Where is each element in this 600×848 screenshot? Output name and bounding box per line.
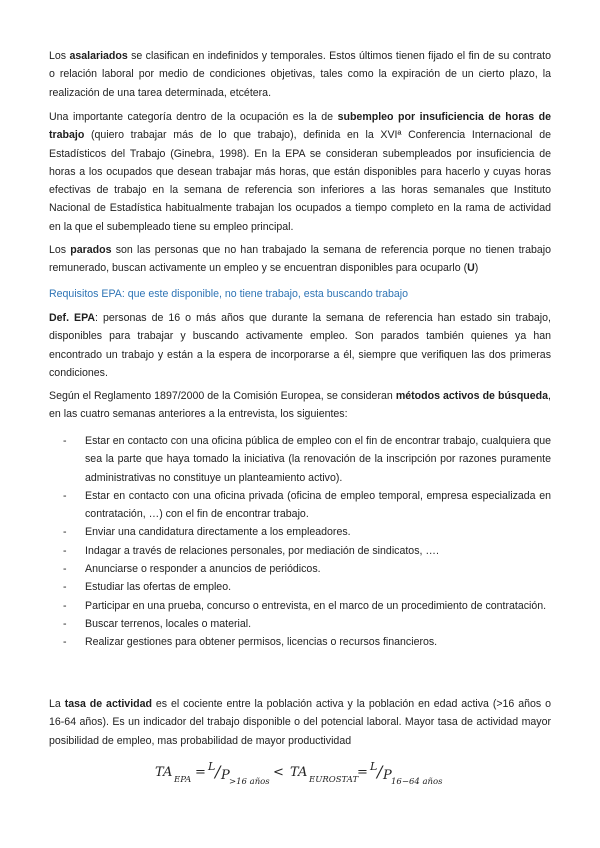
formula-ta-epa-subscript: EPA <box>174 775 192 785</box>
formula-equals: = <box>357 765 368 780</box>
term-u: U <box>467 262 475 275</box>
formula-numerator-l: L <box>208 760 216 773</box>
list-item: - Participar en una prueba, concurso o entrevista, en el marco de un procedimiento de contratación. <box>49 597 551 615</box>
paragraph-parados: Los parados son las personas que no han trabajado la semana de referencia porque no tienen trabajo remunerado, buscan activamente un empleo y se encuentran disponibles para ocuparlo (U) <box>49 244 551 275</box>
formula-tasa-actividad <box>155 758 455 788</box>
dash-bullet: - <box>63 544 67 557</box>
formula-less-than: < <box>273 765 284 780</box>
formula-denominator-p: P <box>221 768 230 783</box>
paragraph-subempleo: Una importante categoría dentro de la ocupación es la de subempleo por insuficiencia de horas de trabajo (quiero trabajar más de lo que trabajo), definida en la XVIª Conferencia Internacional de Estadísticos del Trabajo (Ginebra, 1998). En la EPA se consideran subempleados por insuficiencia de horas a los ocupados que desean trabajar más horas, que están disponibles para hacerlo y cuyas horas efectivas de trabajo en la semana de referencia son inferiores a las horas semanales que Instituto Nacional de Estadística habitualmente trabajan los ocupados a tiempo completo en la rama de actividad en la que el subempleado tiene su empleo principal. <box>49 111 552 233</box>
dash-bullet: - <box>63 526 67 539</box>
paragraph-tasa-actividad: La tasa de actividad es el cociente entre la población activa y la población en edad activa (>16 años o 16-64 años). Es un indicador del trabajo disponible o del potencial laboral. Mayor tasa de actividad mayor posibilidad de empleo, mas probabilidad de mayor productividad <box>49 698 551 747</box>
formula-equals: = <box>195 765 206 780</box>
formula-fraction-slash: / <box>377 762 383 781</box>
paragraph-asalariados: Los asalariados se clasifican en indefinidos y temporales. Estos últimos tienen fijado el fin de su contrato o relación laboral por medio de condiciones objetivas, tales como la expiración de un cierto plazo, la realización de una tarea determinada, etcétera. <box>49 50 551 99</box>
list-item: - Estar en contacto con una oficina pública de empleo con el fin de encontrar trabajo, cualquiera que sea la parte que haya tomado la iniciativa (la renovación de la inscripción por razones puramente administrativas no constituye un planteamiento activo). <box>49 432 551 487</box>
list-metodos-activos <box>49 432 551 652</box>
formula-denominator-subscript: 16−64 años <box>391 777 443 787</box>
list-item: - Anunciarse o responder a anuncios de periódicos. <box>49 560 551 578</box>
dash-bullet: - <box>63 636 67 649</box>
paragraph-metodos-busqueda: Según el Reglamento 1897/2000 de la Comisión Europea, se consideran métodos activos de búsqueda, en las cuatro semanas anteriores a la entrevista, los siguientes: <box>49 390 551 421</box>
term-def-epa: Def. EPA <box>49 312 96 324</box>
term-metodos-activos: métodos activos de búsqueda <box>395 390 549 402</box>
list-item: - Realizar gestiones para obtener permisos, licencias o recursos financieros. <box>49 633 551 651</box>
dash-bullet: - <box>63 581 67 594</box>
list-item: - Indagar a través de relaciones personales, por mediación de sindicatos, …. <box>49 542 551 560</box>
dash-bullet: - <box>63 563 67 576</box>
list-item: - Buscar terrenos, locales o material. <box>49 615 551 633</box>
section-heading-requisitos-epa: Requisitos EPA: que este disponible, no tiene trabajo, esta buscando trabajo <box>49 288 409 300</box>
dash-bullet: - <box>63 435 67 447</box>
list-item: - Enviar una candidatura directamente a los empleadores. <box>49 523 551 541</box>
formula-ta-eurostat-subscript: EUROSTAT <box>309 775 359 785</box>
formula-ta-epa: TA <box>155 765 173 780</box>
formula-numerator-l: L <box>370 760 378 773</box>
formula-denominator-subscript: >16 años <box>229 777 270 787</box>
formula-ta-eurostat: TA <box>290 765 308 780</box>
term-tasa-actividad: tasa de actividad <box>64 698 152 710</box>
term-parados: parados <box>70 244 112 256</box>
dash-bullet: - <box>63 489 67 502</box>
dash-bullet: - <box>63 617 67 630</box>
term-subempleo: subempleo por insuficiencia de horas de trabajo <box>49 111 552 142</box>
term-asalariados: asalariados <box>69 50 128 62</box>
formula-denominator-p: P <box>383 768 392 783</box>
dash-bullet: - <box>63 599 67 612</box>
formula-fraction-slash: / <box>215 762 221 781</box>
paragraph-def-epa: Def. EPA: personas de 16 o más años que durante la semana de referencia han estado sin trabajo, disponibles para trabajar y buscando activamente empleo. Son parados también quienes ya han encontrado un trabajo y están a la espera de incorporarse a él, siempre que verifiquen las dos primeras condiciones. <box>49 312 551 379</box>
list-item: - Estudiar las ofertas de empleo. <box>49 578 551 596</box>
list-item: - Estar en contacto con una oficina privada (oficina de empleo temporal, empresa especializada en contratación, …) con el fin de encontrar trabajo. <box>49 487 551 524</box>
